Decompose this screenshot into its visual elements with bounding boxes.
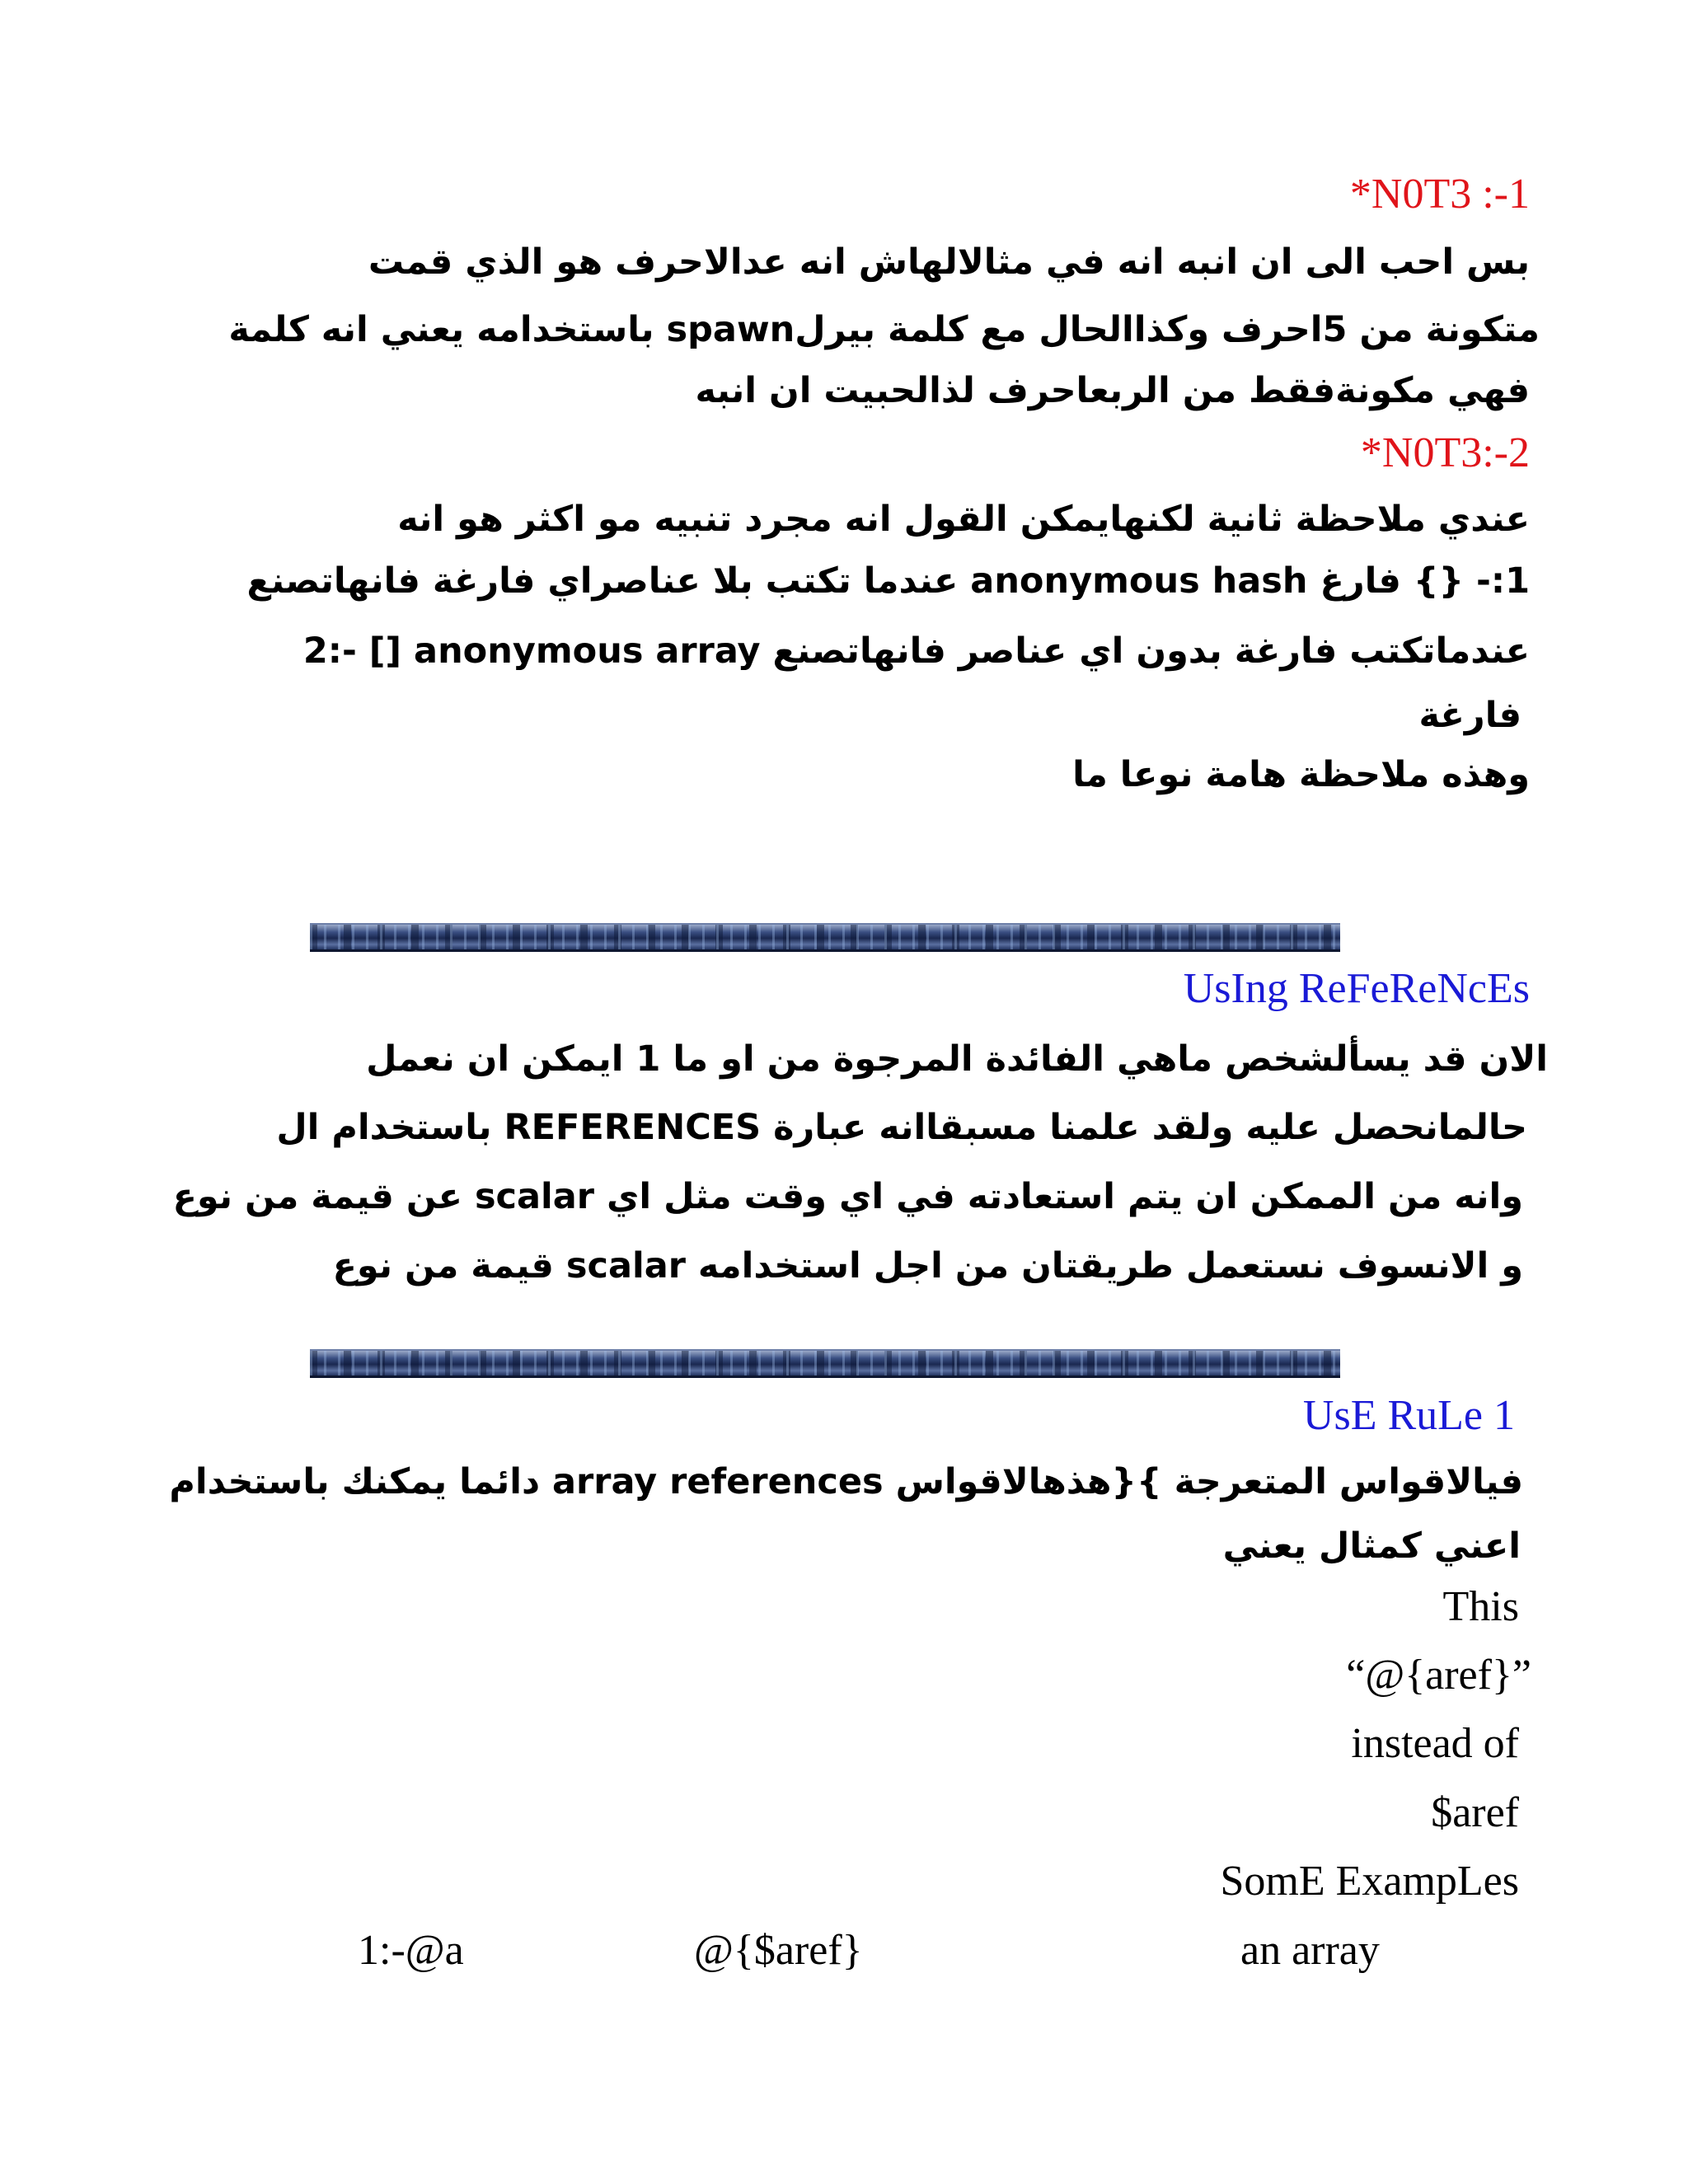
note2-line-3: 2:- [] anonymous array عندماتكتب فارغة بدون اي عناصر فانهاتصنع: [302, 630, 1530, 672]
example-plain-form: 1:-@a: [358, 1927, 464, 1974]
using-line-4: و الانسوف نستعمل طريقتان من اجل استخدامه scalar قيمة من نوع: [332, 1245, 1523, 1286]
examples-heading: SomE ExampLes: [1220, 1858, 1519, 1905]
note2-heading: *N0T3:-2: [1360, 429, 1530, 476]
instead-of-label: instead of: [1351, 1720, 1519, 1767]
using-line-3: وانه من الممكن ان يتم استعادته في اي وقت مثل اي scalar عن قيمة من نوع: [172, 1176, 1523, 1217]
rule1-line-1: فيالاقواس المتعرجة }{هذهالاقواس array references دائما يمكنك باستخدام: [169, 1461, 1523, 1502]
example-meaning: an array: [1240, 1927, 1380, 1974]
aref-code: $aref: [1431, 1789, 1519, 1836]
note1-line-3: فهي مكونةفقط من الربعاحرف لذالحبيت ان انبه: [695, 370, 1530, 411]
rule1-line-2: اعني كمثال يعني: [1222, 1526, 1521, 1567]
note2-line-4: فارغة: [1418, 695, 1522, 736]
using-references-heading: UsIng ReFeReNcEs: [1183, 965, 1530, 1012]
example-ref-form: @{$aref}: [694, 1927, 863, 1974]
using-line-2: حالمانحصل عليه ولقد علمنا مسبقاانه عبارة REFERENCES باستخدام ال: [276, 1107, 1527, 1148]
note2-line-5: وهذه ملاحظة هامة نوعا ما: [1072, 754, 1530, 795]
note2-line-1: عندي ملاحظة ثانية لكنهايمكن القول انه مجرد تنبيه مو اكثر هو انه: [397, 499, 1530, 540]
note1-line-1: بس احب الى ان انبه انه في مثالالهاش انه عدالاحرف هو الذي قمت: [368, 241, 1530, 283]
note1-line-2: متكونة من 5احرف وكذاالحال مع كلمة بيرلspawn باستخدامه يعني انه كلمة: [228, 309, 1540, 350]
use-rule-1-heading: UsE RuLe 1: [1302, 1392, 1515, 1439]
this-label: This: [1442, 1583, 1519, 1630]
section-divider-2: [310, 1349, 1340, 1378]
note1-heading: *N0T3 :-1: [1349, 171, 1530, 218]
note2-line-2: 1:- {} فارغ anonymous hash عندما تكتب بلا عناصراي فارغة فانهاتصنع: [246, 560, 1530, 602]
array-deref-code: “@{aref}”: [1346, 1652, 1531, 1699]
section-divider-1: [310, 923, 1340, 952]
using-line-1: الان قد يسألشخص ماهي الفائدة المرجوة من او ما 1 ايمكن ان نعمل: [366, 1038, 1548, 1080]
